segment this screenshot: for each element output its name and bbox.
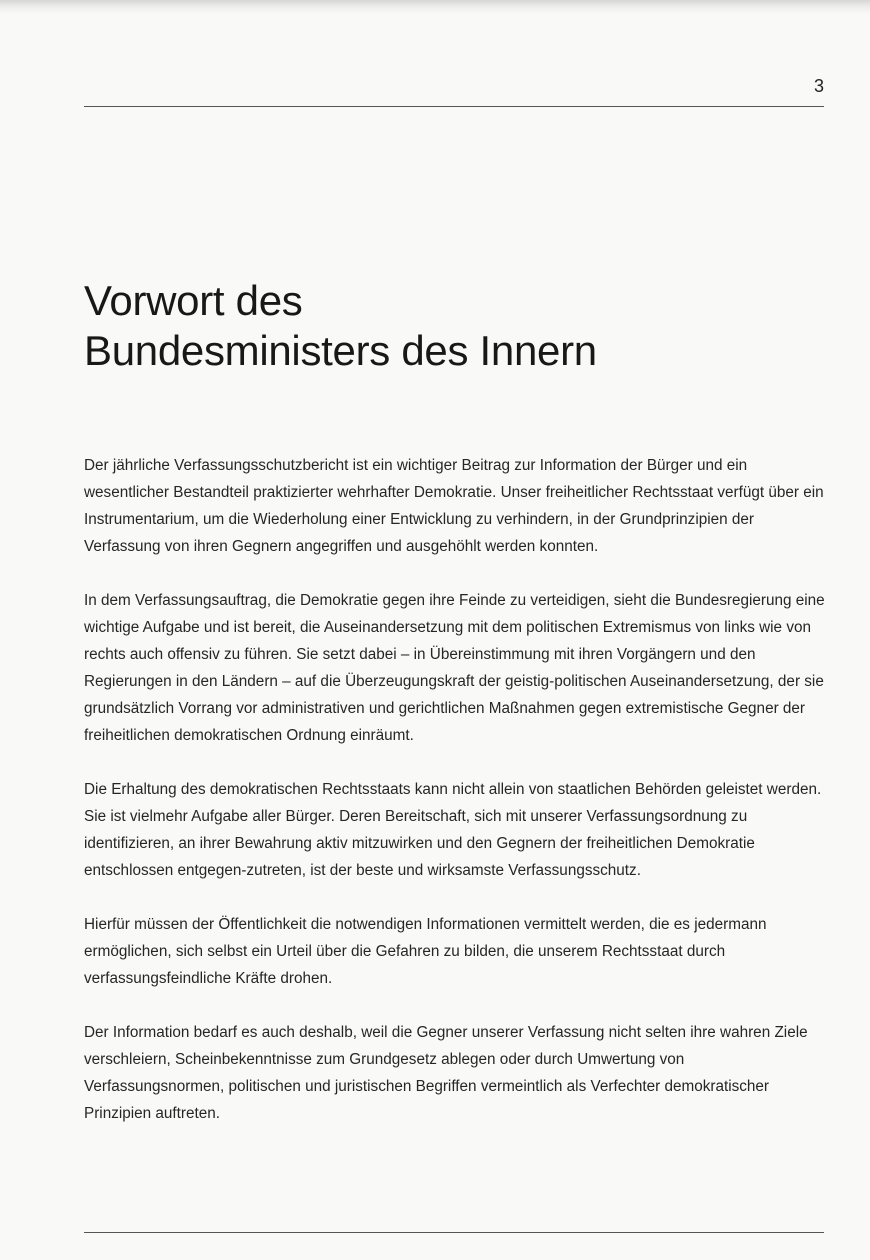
- page-top-shadow: [0, 0, 870, 14]
- paragraph-3: Die Erhaltung des demokratischen Rechtsstaats kann nicht allein von staatlichen Behörden geleistet werden. Sie ist vielmehr Aufgabe aller Bürger. Deren Bereitschaft, sich mit unserer Verfassungsordnung zu identifizieren, an ihrer Bewahrung aktiv mitzuwirken und den Gegnern der freiheitlichen Demokratie entschlossen entgegen-zutreten, ist der beste und wirksamste Verfassungsschutz.: [84, 781, 822, 879]
- footer-rule: [84, 1232, 824, 1233]
- page-title-line-2: Bundesministers des Innern: [84, 327, 597, 374]
- header-rule: [84, 106, 824, 107]
- body-text: [84, 452, 826, 1154]
- page-title: [84, 276, 824, 376]
- page-number: 3: [813, 76, 824, 96]
- paragraph-4: Hierfür müssen der Öffentlichkeit die notwendigen Informationen vermittelt werden, die es jedermann ermöglichen, sich selbst ein Urteil über die Gefahren zu bilden, die unserem Rechtsstaat durch verfassungsfeindliche Kräfte drohen.: [84, 916, 767, 987]
- page-title-line-1: Vorwort des: [84, 277, 303, 324]
- paragraph-2: In dem Verfassungsauftrag, die Demokratie gegen ihre Feinde zu verteidigen, sieht die Bundesregierung eine wichtige Aufgabe und ist bereit, die Auseinandersetzung mit dem politischen Extremismus von links wie von rechts auch offensiv zu führen. Sie setzt dabei – in Übereinstimmung mit ihren Vorgängern und den Regierungen in den Ländern – auf die Überzeugungskraft der geistig-politischen Auseinandersetzung, der sie grundsätzlich Vorrang vor administrativen und gerichtlichen Maßnahmen gegen extremistische Gegner der freiheitlichen demokratischen Ordnung einräumt.: [84, 592, 825, 744]
- paragraph-1: Der jährliche Verfassungsschutzbericht ist ein wichtiger Beitrag zur Information der Bürger und ein wesentlicher Bestandteil praktizierter wehrhafter Demokratie. Unser freiheitlicher Rechtsstaat verfügt über ein Instrumentarium, um die Wiederholung einer Entwicklung zu verhindern, in der Grundprinzipien der Verfassung von ihren Gegnern angegriffen und ausgehöhlt werden konnten.: [84, 457, 824, 555]
- paragraph-5: Der Information bedarf es auch deshalb, weil die Gegner unserer Verfassung nicht selten ihre wahren Ziele verschleiern, Scheinbekenntnisse zum Grundgesetz ablegen oder durch Umwertung von Verfassungsnormen, politischen und juristischen Begriffen vermeintlich als Verfechter demokratischer Prinzipien auftreten.: [84, 1024, 808, 1122]
